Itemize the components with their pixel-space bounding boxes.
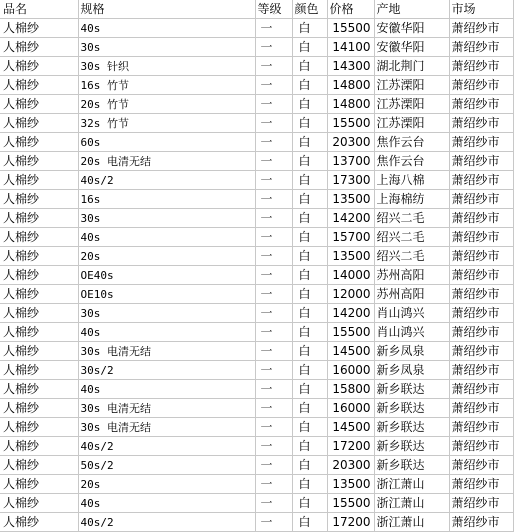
cell-price: 14800 [327,95,374,114]
cell-spec: 40s [78,323,255,342]
cell-market: 萧绍纱市 [449,38,513,57]
cell-origin: 肖山鸿兴 [374,304,449,323]
table-row [0,266,513,285]
cell-grade: 一 [255,152,292,171]
table-row [0,475,513,494]
header-market: 市场 [449,0,513,19]
cell-spec: 40s [78,494,255,513]
cell-origin: 安徽华阳 [374,38,449,57]
cell-price: 15500 [327,19,374,38]
header-price: 价格 [327,0,374,19]
cell-grade: 一 [255,285,292,304]
cell-origin: 焦作云台 [374,152,449,171]
cell-spec: 20s [78,475,255,494]
cell-spec: 30s 电清无结 [78,399,255,418]
cell-spec: 16s [78,190,255,209]
cell-product-name: 人棉纱 [0,513,78,532]
table-row [0,228,513,247]
cell-product-name: 人棉纱 [0,247,78,266]
table-row [0,114,513,133]
cell-color: 白 [292,475,327,494]
cell-origin: 新乡联达 [374,437,449,456]
cell-price: 14100 [327,38,374,57]
cell-spec: 20s 竹节 [78,95,255,114]
table-row [0,209,513,228]
cell-color: 白 [292,190,327,209]
cell-grade: 一 [255,247,292,266]
cell-price: 16000 [327,399,374,418]
cell-market: 萧绍纱市 [449,171,513,190]
cell-product-name: 人棉纱 [0,437,78,456]
cell-origin: 安徽华阳 [374,19,449,38]
cell-price: 12000 [327,285,374,304]
cell-price: 14500 [327,342,374,361]
cell-color: 白 [292,76,327,95]
cell-product-name: 人棉纱 [0,418,78,437]
cell-market: 萧绍纱市 [449,494,513,513]
cell-grade: 一 [255,38,292,57]
cell-product-name: 人棉纱 [0,304,78,323]
cell-price: 15800 [327,380,374,399]
cell-price: 13700 [327,152,374,171]
cell-product-name: 人棉纱 [0,399,78,418]
cell-spec: 30s 电清无结 [78,418,255,437]
table-body [0,19,513,532]
cell-grade: 一 [255,171,292,190]
cell-market: 萧绍纱市 [449,133,513,152]
table-row [0,418,513,437]
cell-price: 20300 [327,456,374,475]
cell-product-name: 人棉纱 [0,190,78,209]
cell-price: 17200 [327,513,374,532]
cell-origin: 新乡凤泉 [374,361,449,380]
cell-origin: 新乡联达 [374,380,449,399]
cell-market: 萧绍纱市 [449,57,513,76]
cell-spec: 40s [78,380,255,399]
cell-spec: 60s [78,133,255,152]
cell-market: 萧绍纱市 [449,95,513,114]
cell-color: 白 [292,456,327,475]
cell-origin: 肖山鸿兴 [374,323,449,342]
table-row [0,152,513,171]
cell-market: 萧绍纱市 [449,399,513,418]
cell-origin: 江苏溧阳 [374,95,449,114]
cell-origin: 湖北荆门 [374,57,449,76]
cell-spec: OE10s [78,285,255,304]
cell-origin: 绍兴二毛 [374,209,449,228]
cell-color: 白 [292,133,327,152]
cell-origin: 浙江萧山 [374,475,449,494]
cell-color: 白 [292,114,327,133]
cell-market: 萧绍纱市 [449,475,513,494]
cell-grade: 一 [255,209,292,228]
cell-grade: 一 [255,19,292,38]
cell-market: 萧绍纱市 [449,247,513,266]
cell-price: 13500 [327,475,374,494]
cell-grade: 一 [255,190,292,209]
cell-color: 白 [292,209,327,228]
cell-origin: 焦作云台 [374,133,449,152]
cell-origin: 上海棉纺 [374,190,449,209]
cell-price: 17200 [327,437,374,456]
cell-grade: 一 [255,95,292,114]
cell-grade: 一 [255,399,292,418]
cell-grade: 一 [255,228,292,247]
cell-market: 萧绍纱市 [449,152,513,171]
cell-color: 白 [292,95,327,114]
cell-price: 15500 [327,494,374,513]
cell-origin: 新乡联达 [374,399,449,418]
cell-market: 萧绍纱市 [449,418,513,437]
cell-spec: 30s/2 [78,361,255,380]
cell-product-name: 人棉纱 [0,57,78,76]
cell-product-name: 人棉纱 [0,19,78,38]
cell-spec: 32s 竹节 [78,114,255,133]
table-row [0,38,513,57]
table-row [0,304,513,323]
cell-price: 16000 [327,361,374,380]
header-row [0,0,513,19]
cell-product-name: 人棉纱 [0,38,78,57]
cell-grade: 一 [255,304,292,323]
cell-color: 白 [292,266,327,285]
cell-product-name: 人棉纱 [0,76,78,95]
cell-product-name: 人棉纱 [0,171,78,190]
cell-product-name: 人棉纱 [0,152,78,171]
cell-color: 白 [292,247,327,266]
cell-grade: 一 [255,513,292,532]
table-row [0,247,513,266]
cell-product-name: 人棉纱 [0,342,78,361]
cell-color: 白 [292,323,327,342]
cell-color: 白 [292,361,327,380]
cell-grade: 一 [255,380,292,399]
table-row [0,437,513,456]
cell-spec: OE40s [78,266,255,285]
table-row [0,513,513,532]
table-row [0,361,513,380]
cell-origin: 绍兴二毛 [374,247,449,266]
cell-market: 萧绍纱市 [449,19,513,38]
cell-spec: 40s/2 [78,171,255,190]
table-row [0,456,513,475]
cell-grade: 一 [255,76,292,95]
cell-origin: 上海八棉 [374,171,449,190]
cell-price: 14200 [327,209,374,228]
cell-grade: 一 [255,114,292,133]
cell-market: 萧绍纱市 [449,323,513,342]
table-row [0,190,513,209]
cell-grade: 一 [255,475,292,494]
cell-market: 萧绍纱市 [449,437,513,456]
cell-market: 萧绍纱市 [449,266,513,285]
cell-product-name: 人棉纱 [0,494,78,513]
table-row [0,494,513,513]
table-row [0,19,513,38]
cell-spec: 20s 电清无结 [78,152,255,171]
cell-price: 15500 [327,114,374,133]
cell-price: 15700 [327,228,374,247]
cell-spec: 16s 竹节 [78,76,255,95]
cell-origin: 苏州高阳 [374,266,449,285]
cell-product-name: 人棉纱 [0,285,78,304]
cell-color: 白 [292,152,327,171]
header-color: 颜色 [292,0,327,19]
cell-color: 白 [292,57,327,76]
cell-product-name: 人棉纱 [0,228,78,247]
cell-market: 萧绍纱市 [449,76,513,95]
cell-spec: 20s [78,247,255,266]
cell-color: 白 [292,342,327,361]
table-row [0,323,513,342]
table-row [0,399,513,418]
cell-color: 白 [292,285,327,304]
cell-market: 萧绍纱市 [449,304,513,323]
cell-origin: 绍兴二毛 [374,228,449,247]
cell-price: 13500 [327,247,374,266]
cell-spec: 40s/2 [78,513,255,532]
cell-price: 14500 [327,418,374,437]
cell-grade: 一 [255,494,292,513]
table-row [0,285,513,304]
cell-spec: 40s [78,19,255,38]
table-row [0,380,513,399]
cell-spec: 40s [78,228,255,247]
header-product-name: 品名 [0,0,78,19]
cell-price: 14200 [327,304,374,323]
cell-origin: 江苏溧阳 [374,114,449,133]
cell-origin: 新乡联达 [374,456,449,475]
cell-grade: 一 [255,437,292,456]
cell-product-name: 人棉纱 [0,114,78,133]
cell-market: 萧绍纱市 [449,380,513,399]
cell-market: 萧绍纱市 [449,513,513,532]
header-grade: 等级 [255,0,292,19]
cell-product-name: 人棉纱 [0,456,78,475]
cell-origin: 江苏溧阳 [374,76,449,95]
cell-spec: 30s [78,304,255,323]
cell-product-name: 人棉纱 [0,361,78,380]
cell-origin: 浙江萧山 [374,513,449,532]
cell-product-name: 人棉纱 [0,323,78,342]
cell-grade: 一 [255,57,292,76]
cell-color: 白 [292,380,327,399]
cell-color: 白 [292,437,327,456]
cell-product-name: 人棉纱 [0,133,78,152]
cell-color: 白 [292,304,327,323]
cell-color: 白 [292,38,327,57]
cell-color: 白 [292,418,327,437]
cell-product-name: 人棉纱 [0,209,78,228]
cell-spec: 30s 针织 [78,57,255,76]
cell-color: 白 [292,399,327,418]
cell-price: 14000 [327,266,374,285]
cell-grade: 一 [255,133,292,152]
cell-grade: 一 [255,323,292,342]
cell-grade: 一 [255,266,292,285]
cell-spec: 40s/2 [78,437,255,456]
cell-origin: 浙江萧山 [374,494,449,513]
cell-market: 萧绍纱市 [449,456,513,475]
cell-price: 17300 [327,171,374,190]
table-row [0,76,513,95]
cell-color: 白 [292,494,327,513]
table-row [0,95,513,114]
cell-price: 14300 [327,57,374,76]
table-row [0,342,513,361]
header-origin: 产地 [374,0,449,19]
cell-color: 白 [292,171,327,190]
cell-grade: 一 [255,342,292,361]
cell-market: 萧绍纱市 [449,285,513,304]
cell-spec: 30s 电清无结 [78,342,255,361]
cell-grade: 一 [255,361,292,380]
cell-origin: 新乡凤泉 [374,342,449,361]
cell-grade: 一 [255,418,292,437]
cell-price: 14800 [327,76,374,95]
cell-product-name: 人棉纱 [0,266,78,285]
cell-price: 20300 [327,133,374,152]
cell-market: 萧绍纱市 [449,209,513,228]
header-spec: 规格 [78,0,255,19]
cell-market: 萧绍纱市 [449,190,513,209]
cell-market: 萧绍纱市 [449,361,513,380]
cell-market: 萧绍纱市 [449,342,513,361]
cell-origin: 苏州高阳 [374,285,449,304]
table-row [0,133,513,152]
cell-origin: 新乡联达 [374,418,449,437]
cell-color: 白 [292,19,327,38]
cell-spec: 30s [78,209,255,228]
cell-grade: 一 [255,456,292,475]
cell-product-name: 人棉纱 [0,95,78,114]
cell-spec: 50s/2 [78,456,255,475]
cell-product-name: 人棉纱 [0,380,78,399]
cell-market: 萧绍纱市 [449,228,513,247]
table-row [0,171,513,190]
cell-market: 萧绍纱市 [449,114,513,133]
cell-color: 白 [292,228,327,247]
table-row [0,57,513,76]
cell-spec: 30s [78,38,255,57]
cell-color: 白 [292,513,327,532]
cell-price: 15500 [327,323,374,342]
cell-price: 13500 [327,190,374,209]
cell-product-name: 人棉纱 [0,475,78,494]
